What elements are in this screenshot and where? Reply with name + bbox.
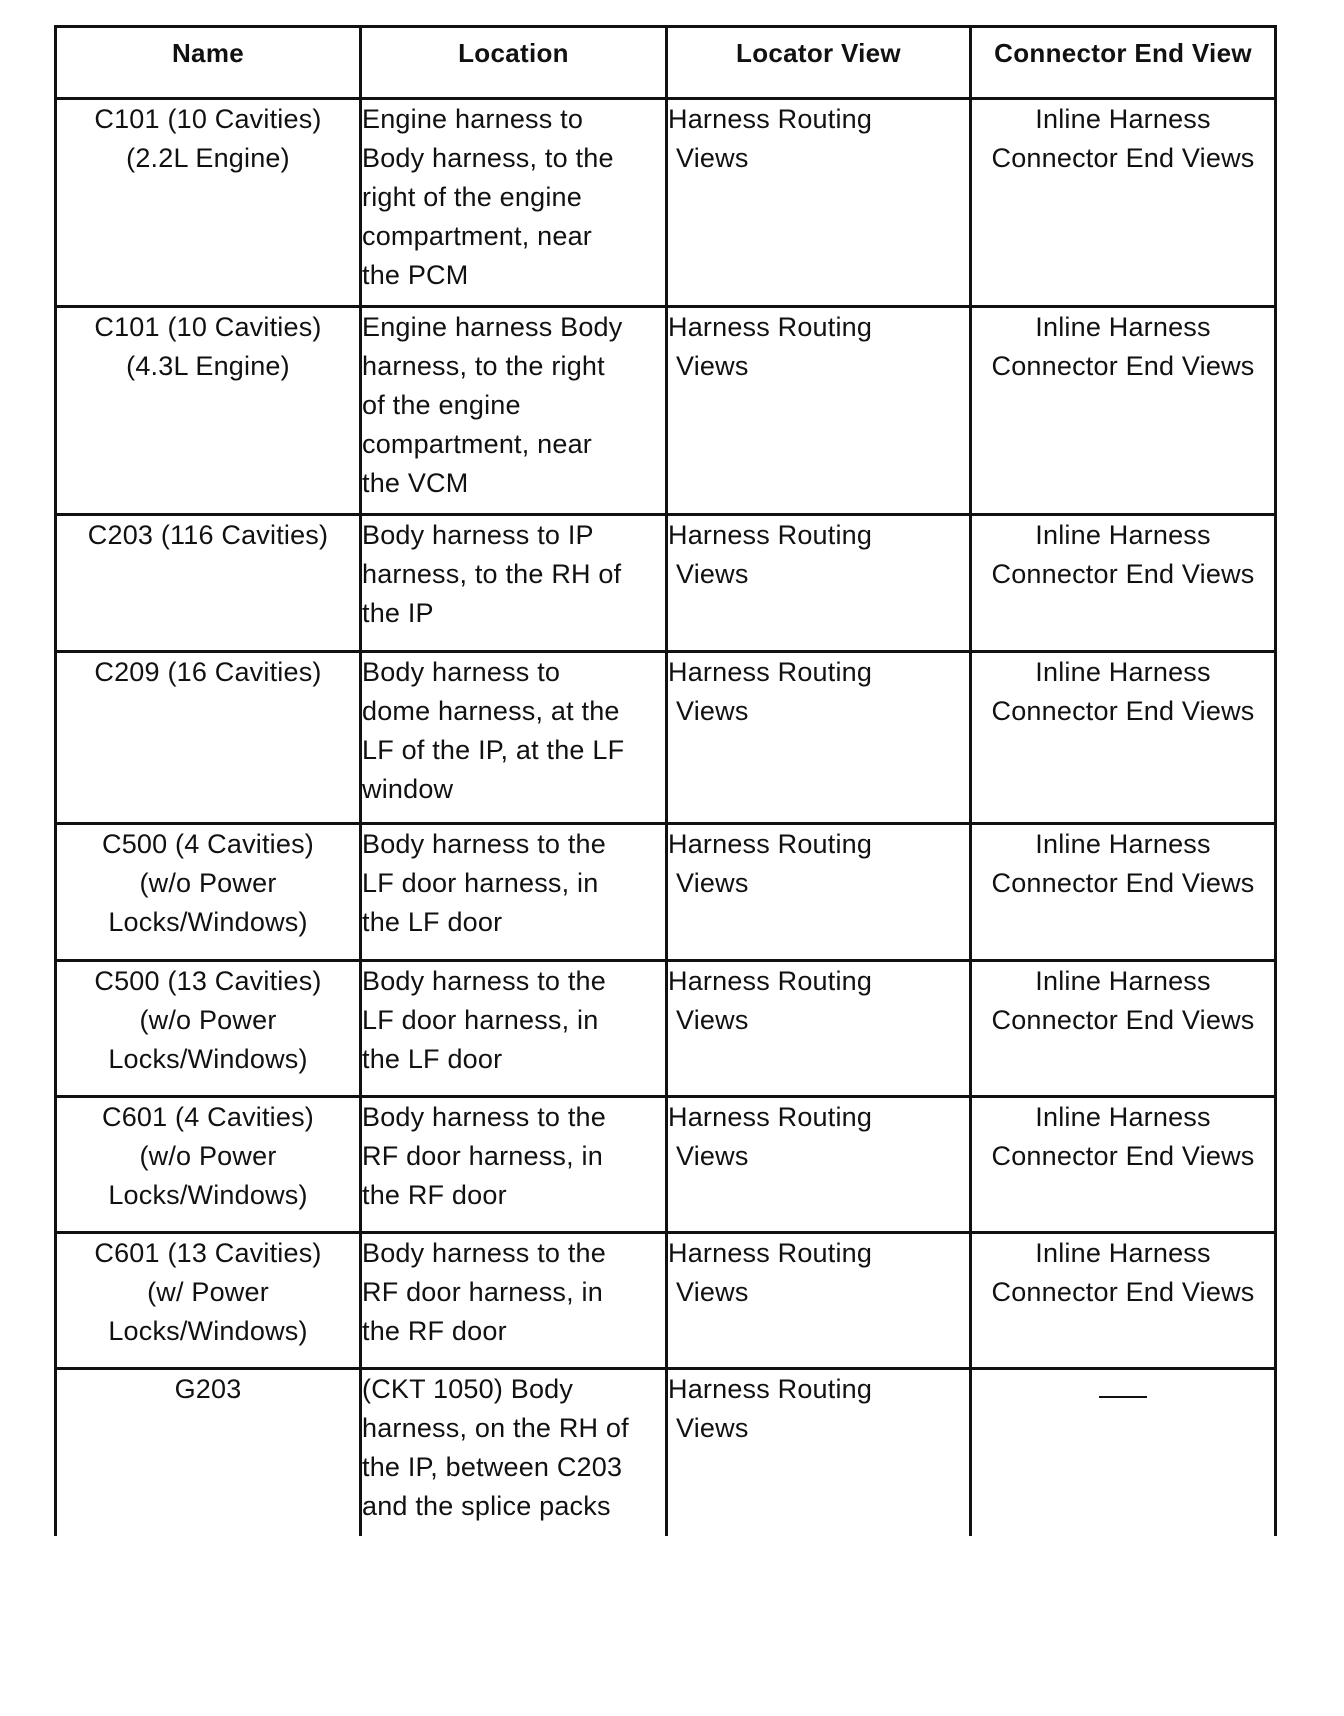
cell-text-line: LF door harness, in xyxy=(362,868,599,898)
cell-text-line: (w/o Power xyxy=(139,1141,277,1171)
cell-text-line: the RF door xyxy=(362,1180,507,1210)
cell-text-line: Views xyxy=(676,696,749,726)
cell-text-line: Views xyxy=(676,868,749,898)
cell-text-line: RF door harness, in xyxy=(362,1277,603,1307)
cell-text-line: the IP, between C203 xyxy=(362,1452,623,1482)
table-row xyxy=(56,99,1276,307)
cell-text-line: Views xyxy=(676,1413,749,1443)
cell-text-line: LF door harness, in xyxy=(362,1005,599,1035)
cell-text-line: Body harness to the xyxy=(362,829,606,859)
table-row xyxy=(56,961,1276,1097)
cell-text-line: Harness Routing xyxy=(668,312,873,342)
header-locator-view: Locator View xyxy=(667,27,971,99)
cell-text-line: Body harness to the xyxy=(362,966,606,996)
connector-end-view-cell xyxy=(971,652,1276,824)
cell-text-line: Inline Harness xyxy=(1035,829,1211,859)
cell-text-line: C209 (16 Cavities) xyxy=(94,657,322,687)
cell-text-line: the RF door xyxy=(362,1316,507,1346)
cell-text-line: (w/o Power xyxy=(139,1005,277,1035)
cell-text-line: C101 (10 Cavities) xyxy=(94,104,322,134)
connector-table-container xyxy=(54,25,1274,1536)
cell-text-line: Inline Harness xyxy=(1035,520,1211,550)
connector-end-view-cell xyxy=(971,1369,1276,1536)
cell-text-line: LF of the IP, at the LF xyxy=(362,735,625,765)
cell-text-line: Body harness to xyxy=(362,657,561,687)
table-row xyxy=(56,1369,1276,1536)
cell-text-line: (2.2L Engine) xyxy=(126,143,290,173)
header-location: Location xyxy=(361,27,667,99)
cell-text-line: C101 (10 Cavities) xyxy=(94,312,322,342)
cell-text-line: the LF door xyxy=(362,1044,503,1074)
name-cell xyxy=(56,1233,361,1369)
location-cell xyxy=(361,99,667,307)
name-cell xyxy=(56,307,361,515)
cell-text-line: Inline Harness xyxy=(1035,1238,1211,1268)
cell-text-line: Inline Harness xyxy=(1035,1102,1211,1132)
location-cell xyxy=(361,1097,667,1233)
cell-text-line: C500 (4 Cavities) xyxy=(102,829,314,859)
location-cell xyxy=(361,515,667,652)
cell-text-line: Body harness to IP xyxy=(362,520,594,550)
connector-end-view-cell xyxy=(971,307,1276,515)
cell-text-line: Body harness to the xyxy=(362,1102,606,1132)
cell-text-line: the LF door xyxy=(362,907,503,937)
cell-text-line: Inline Harness xyxy=(1035,657,1211,687)
cell-text-line: Engine harness Body xyxy=(362,312,623,342)
cell-text-line: C500 (13 Cavities) xyxy=(94,966,322,996)
cell-text-line: Body harness to the xyxy=(362,1238,606,1268)
cell-text-line: (w/o Power xyxy=(139,868,277,898)
cell-text-line: Connector End Views xyxy=(991,1005,1255,1035)
location-cell xyxy=(361,1369,667,1536)
cell-text-line: Views xyxy=(676,143,749,173)
table-row xyxy=(56,1233,1276,1369)
locator-view-cell xyxy=(667,99,971,307)
location-cell xyxy=(361,307,667,515)
table-row xyxy=(56,1097,1276,1233)
cell-text-line: Connector End Views xyxy=(991,1141,1255,1171)
cell-text-line: Views xyxy=(676,1277,749,1307)
locator-view-cell xyxy=(667,961,971,1097)
table-body xyxy=(56,99,1276,1536)
empty-dash xyxy=(1099,1396,1147,1398)
cell-text-line: and the splice packs xyxy=(362,1491,611,1521)
cell-text-line: C601 (13 Cavities) xyxy=(94,1238,322,1268)
location-cell xyxy=(361,961,667,1097)
cell-text-line: Locks/Windows) xyxy=(108,1180,308,1210)
cell-text-line: Harness Routing xyxy=(668,657,873,687)
cell-text-line: C203 (116 Cavities) xyxy=(87,520,329,550)
cell-text-line: Connector End Views xyxy=(991,696,1255,726)
name-cell xyxy=(56,652,361,824)
location-cell xyxy=(361,652,667,824)
name-cell xyxy=(56,99,361,307)
cell-text-line: harness, to the RH of xyxy=(362,559,622,589)
table-row xyxy=(56,307,1276,515)
locator-view-cell xyxy=(667,1369,971,1536)
cell-text-line: (w/ Power xyxy=(147,1277,269,1307)
locator-view-cell xyxy=(667,515,971,652)
cell-text-line: window xyxy=(362,774,454,804)
cell-text-line: Harness Routing xyxy=(668,1102,873,1132)
cell-text-line: Inline Harness xyxy=(1035,104,1211,134)
cell-text-line: Views xyxy=(676,559,749,589)
cell-text-line: harness, on the RH of xyxy=(362,1413,629,1443)
cell-text-line: Views xyxy=(676,1141,749,1171)
cell-text-line: right of the engine xyxy=(362,182,582,212)
cell-text-line: Views xyxy=(676,1005,749,1035)
cell-text-line: Harness Routing xyxy=(668,1238,873,1268)
table-header-row xyxy=(56,27,1276,99)
table-row xyxy=(56,515,1276,652)
cell-text-line: of the engine xyxy=(362,390,521,420)
name-cell xyxy=(56,1097,361,1233)
cell-text-line: Harness Routing xyxy=(668,520,873,550)
cell-text-line: Inline Harness xyxy=(1035,966,1211,996)
connector-end-view-cell xyxy=(971,1233,1276,1369)
cell-text-line: Harness Routing xyxy=(668,966,873,996)
cell-text-line: Connector End Views xyxy=(991,143,1255,173)
cell-text-line: Locks/Windows) xyxy=(108,1316,308,1346)
locator-view-cell xyxy=(667,652,971,824)
cell-text-line: Views xyxy=(676,351,749,381)
connector-table xyxy=(54,25,1277,1536)
connector-end-view-cell xyxy=(971,961,1276,1097)
cell-text-line: G203 xyxy=(174,1374,242,1404)
locator-view-cell xyxy=(667,1233,971,1369)
locator-view-cell xyxy=(667,1097,971,1233)
cell-text-line: the PCM xyxy=(362,260,469,290)
location-cell xyxy=(361,824,667,961)
connector-end-view-cell xyxy=(971,824,1276,961)
cell-text-line: compartment, near xyxy=(362,429,592,459)
cell-text-line: C601 (4 Cavities) xyxy=(102,1102,314,1132)
cell-text-line: Inline Harness xyxy=(1035,312,1211,342)
locator-view-cell xyxy=(667,824,971,961)
name-cell xyxy=(56,1369,361,1536)
cell-text-line: Connector End Views xyxy=(991,351,1255,381)
cell-text-line: (4.3L Engine) xyxy=(126,351,290,381)
header-connector-end-view: Connector End View xyxy=(971,27,1276,99)
cell-text-line: Harness Routing xyxy=(668,1374,873,1404)
cell-text-line: Connector End Views xyxy=(991,559,1255,589)
name-cell xyxy=(56,824,361,961)
locator-view-cell xyxy=(667,307,971,515)
cell-text-line: Locks/Windows) xyxy=(108,907,308,937)
cell-text-line: harness, to the right xyxy=(362,351,605,381)
cell-text-line: dome harness, at the xyxy=(362,696,620,726)
name-cell xyxy=(56,515,361,652)
connector-end-view-cell xyxy=(971,1097,1276,1233)
location-cell xyxy=(361,1233,667,1369)
table-row xyxy=(56,824,1276,961)
cell-text-line: Harness Routing xyxy=(668,829,873,859)
cell-text-line: Engine harness to xyxy=(362,104,584,134)
connector-end-view-cell xyxy=(971,99,1276,307)
cell-text-line: Locks/Windows) xyxy=(108,1044,308,1074)
cell-text-line: compartment, near xyxy=(362,221,592,251)
header-name: Name xyxy=(56,27,361,99)
cell-text-line: Connector End Views xyxy=(991,1277,1255,1307)
cell-text-line: Connector End Views xyxy=(991,868,1255,898)
cell-text-line: the VCM xyxy=(362,468,469,498)
table-row xyxy=(56,652,1276,824)
cell-text-line: Body harness, to the xyxy=(362,143,614,173)
connector-end-view-cell xyxy=(971,515,1276,652)
cell-text-line: RF door harness, in xyxy=(362,1141,603,1171)
cell-text-line: the IP xyxy=(362,598,434,628)
cell-text-line: (CKT 1050) Body xyxy=(362,1374,574,1404)
name-cell xyxy=(56,961,361,1097)
cell-text-line: Harness Routing xyxy=(668,104,873,134)
